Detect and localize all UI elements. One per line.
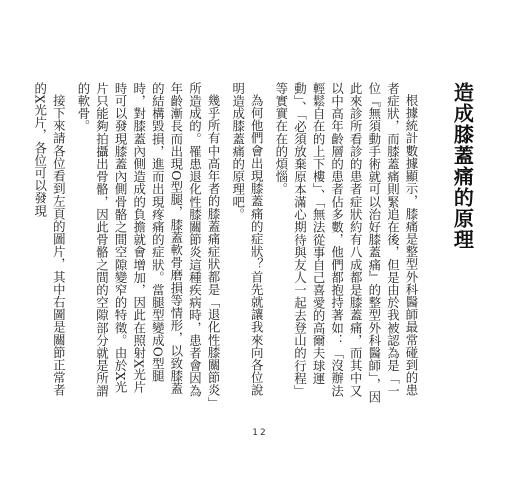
paragraph: 為何他們會出現膝蓋痛的症狀？首先就讓我來向各位說明造成膝蓋痛的原理吧。 (230, 82, 265, 397)
paragraph: 接下來請各位看到左頁的圖片，其中右圖是關節正常者的X光片，各位可以發現 (32, 82, 67, 397)
paragraph: 根據統計數據顯示，膝痛是整型外科醫師最常碰到的患者症狀，而膝蓋痛則緊追在後，但是由於我被認為是「一位『無須動手術就可以治好膝蓋痛』的整型外科醫師」，因此來診所看診的患者症狀約有八成都是膝蓋痛，而其中又以中高年齡層的患者佔多數，他們都抱持著如：「沒辦法輕鬆自在的上下樓」、「無法從事自己喜愛的高爾夫球運動」、「必須放棄原本滿心期待與友人一起去登山的行程」等實實在在的煩惱。 (273, 82, 419, 404)
page-number: 12 (252, 428, 268, 438)
body-text (32, 82, 420, 406)
paragraph: 幾乎所有中高年者的膝蓋痛症狀都是「退化性膝關節炎」所造成的。罹患退化性膝關節炎這種疾病時，患者會因為年齡漸長而出現O型腿，膝蓋軟骨磨損等情形，以致膝蓋的結構毀損，進而出現疼痛的症狀。當腿型變成O型腿時，對膝蓋內側造成的負擔就會增加，因此在照射X光片時可以發現膝蓋內側骨骼之間空隙變窄的特徵。由於X光片只能夠拍攝出骨骼，因此骨骼之間的空隙部分就是所謂的軟骨。 (75, 82, 222, 404)
section-heading: 造成膝蓋痛的原理 (450, 82, 475, 250)
